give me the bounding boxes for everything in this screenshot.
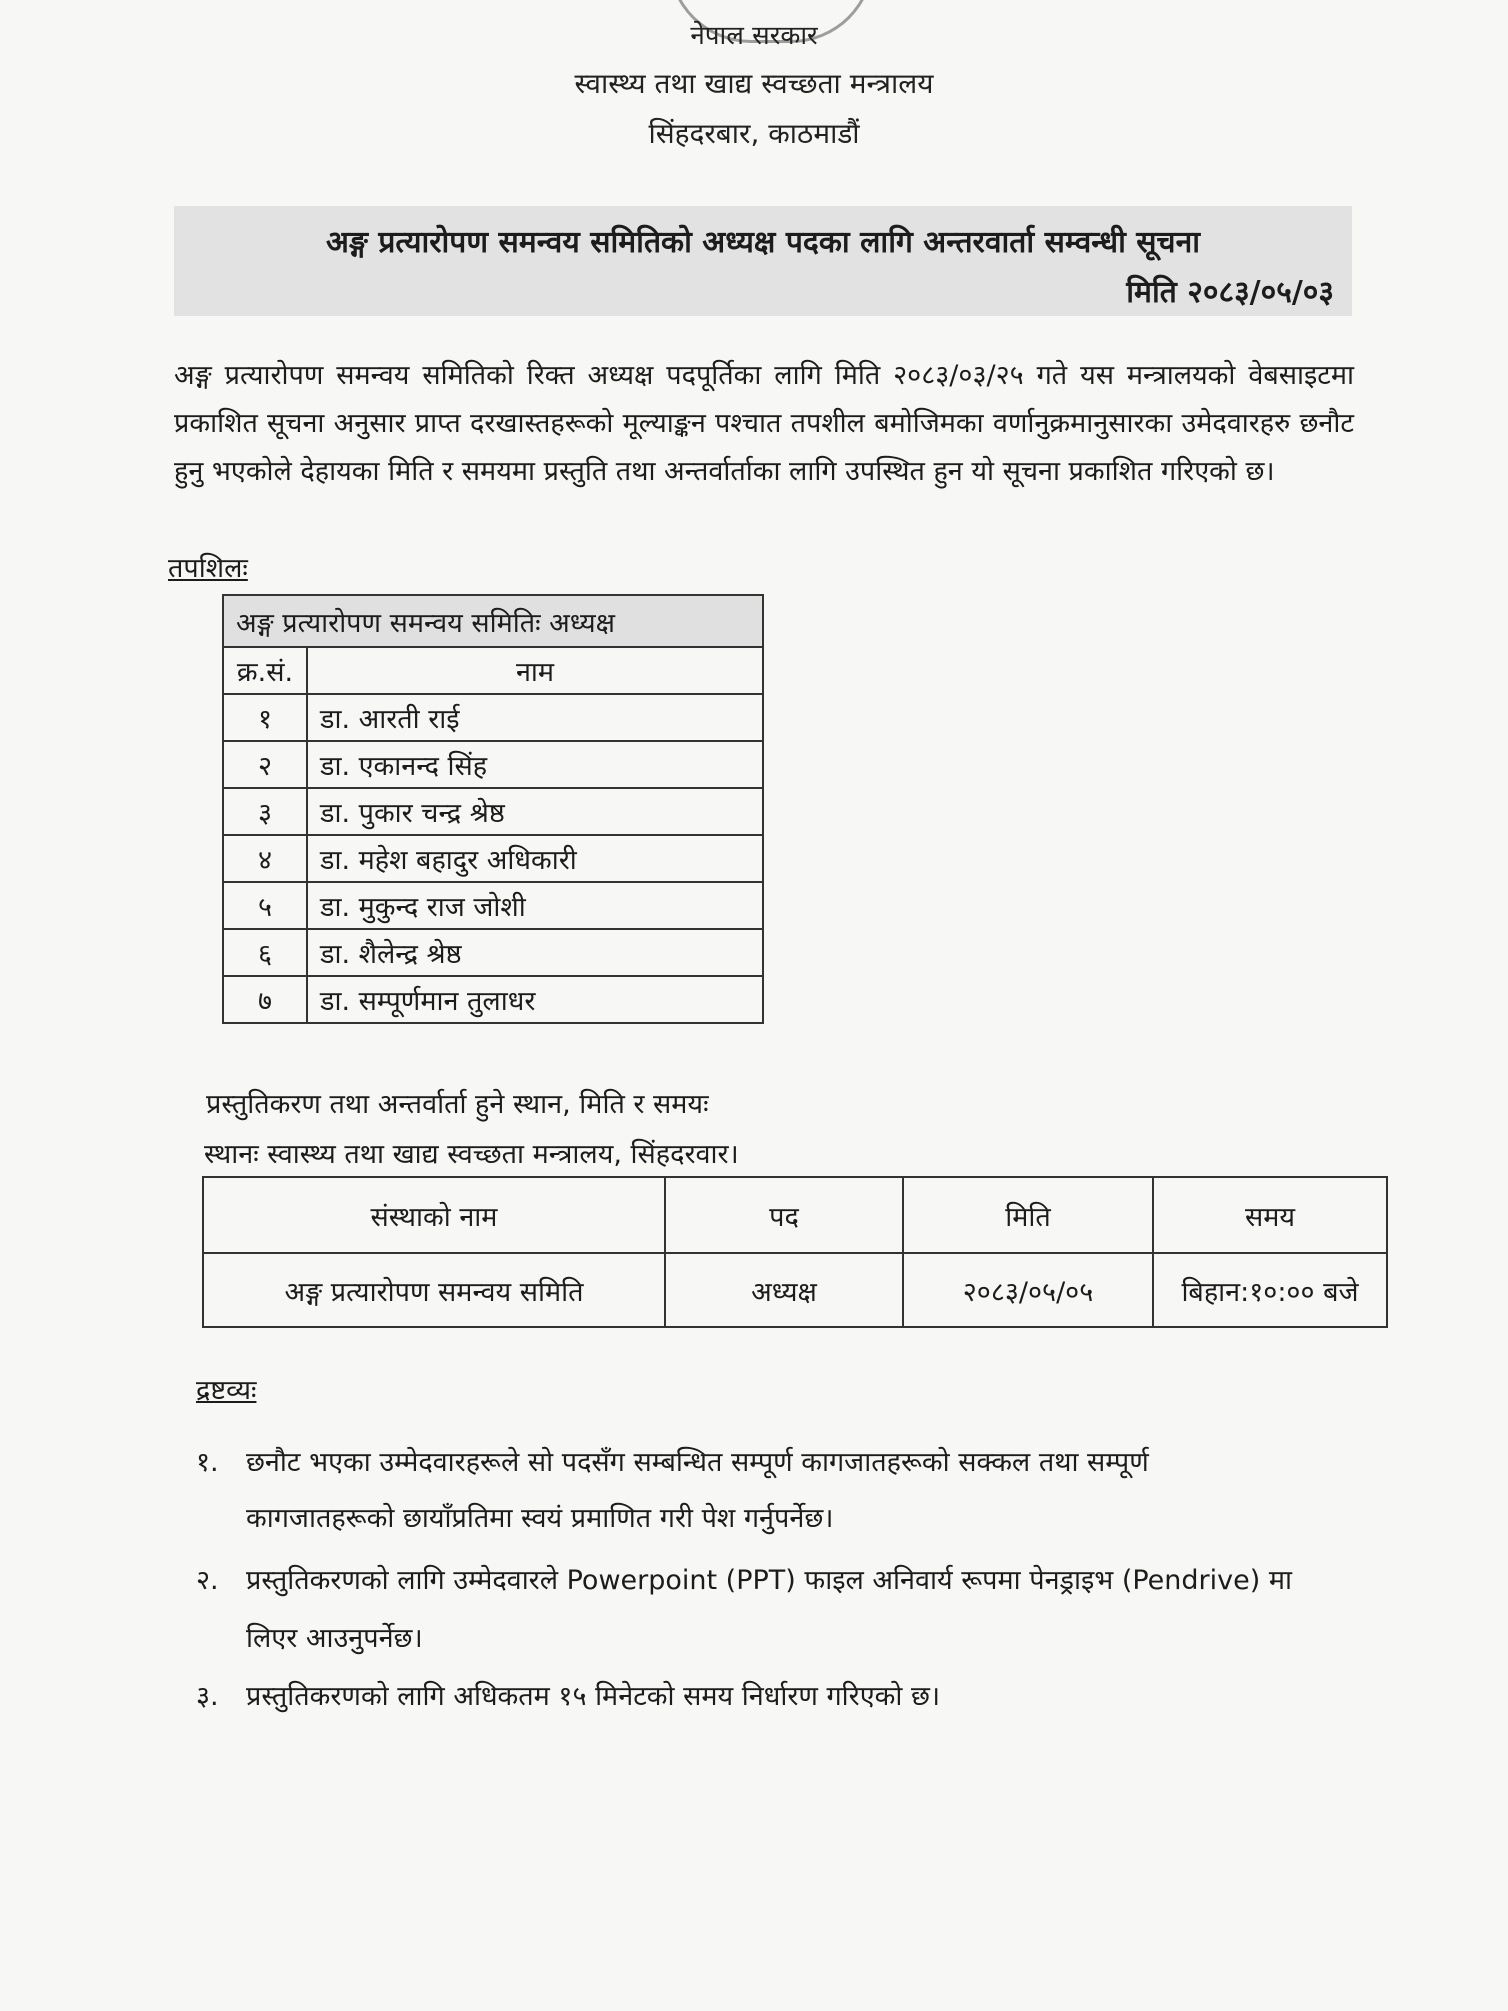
table-row [223, 835, 763, 882]
table-row [223, 976, 763, 1023]
venue-location: स्थानः स्वास्थ्य तथा खाद्य स्वच्छता मन्त्रालय, सिंहदरवार। [204, 1139, 739, 1170]
candidates-table [222, 594, 764, 1024]
column-header-name: नाम [307, 647, 763, 694]
time-cell: बिहान:१०:०० बजे [1153, 1253, 1387, 1327]
serial-cell: १ [223, 694, 307, 741]
note-number: २. [196, 1565, 219, 1596]
serial-cell: ४ [223, 835, 307, 882]
name-cell: डा. सम्पूर्णमान तुलाधर [307, 976, 763, 1023]
column-header-post: पद [665, 1177, 903, 1253]
post-cell: अध्यक्ष [665, 1253, 903, 1327]
letterhead-place: सिंहदरबार, काठमाडौं [648, 117, 860, 150]
serial-cell: ३ [223, 788, 307, 835]
note-item-1 [196, 1442, 1149, 1479]
table-row [223, 788, 763, 835]
column-header-date: मिति [903, 1177, 1153, 1253]
table-row [203, 1253, 1387, 1327]
note-item-2 [196, 1560, 1292, 1597]
column-header-time: समय [1153, 1177, 1387, 1253]
serial-cell: ६ [223, 929, 307, 976]
table-row [223, 741, 763, 788]
note-text: छनौट भएका उम्मेदवारहरूले सो पदसँग सम्बन्धित सम्पूर्ण कागजातहरूको सक्कल तथा सम्पूर्ण [246, 1447, 1149, 1478]
schedule-table [202, 1176, 1388, 1328]
letterhead-ministry: स्वास्थ्य तथा खाद्य स्वच्छता मन्त्रालय [574, 67, 934, 100]
column-header-serial: क्र.सं. [223, 647, 307, 694]
name-cell: डा. मुकुन्द राज जोशी [307, 882, 763, 929]
notice-body: अङ्ग प्रत्यारोपण समन्वय समितिको रिक्त अध्यक्ष पदपूर्तिका लागि मिति २०८३/०३/२५ गते यस मन्त्रालयको वेबसाइटमा प्रकाशित सूचना अनुसार प्राप्त दरखास्तहरूको मूल्याङ्कन पश्चात तपशील बमोजिमका वर्णानुक्रमानुसारका उमेदवारहरु छनौट हुनु भएकोले देहायका मिति र समयमा प्रस्तुति तथा अन्तर्वार्ताका लागि उपस्थित हुन यो सूचना प्रकाशित गरिएको छ। [174, 360, 1354, 487]
note-item-1-continued: कागजातहरूको छायाँप्रतिमा स्वयं प्रमाणित गरी पेश गर्नुपर्नेछ। [246, 1503, 834, 1534]
serial-cell: ५ [223, 882, 307, 929]
note-number: ३. [196, 1681, 219, 1712]
table-row [223, 694, 763, 741]
details-heading: तपशिलः [168, 553, 248, 584]
candidates-table-caption: अङ्ग प्रत्यारोपण समन्वय समितिः अध्यक्ष [223, 595, 763, 647]
venue-heading: प्रस्तुतिकरण तथा अन्तर्वार्ता हुने स्थान, मिति र समयः [206, 1089, 709, 1120]
table-row [223, 929, 763, 976]
date-cell: २०८३/०५/०५ [903, 1253, 1153, 1327]
note-number: १. [196, 1447, 219, 1478]
name-cell: डा. पुकार चन्द्र श्रेष्ठ [307, 788, 763, 835]
name-cell: डा. शैलेन्द्र श्रेष्ठ [307, 929, 763, 976]
title-band [174, 206, 1352, 316]
organization-cell: अङ्ग प्रत्यारोपण समन्वय समिति [203, 1253, 665, 1327]
notes-heading: द्रष्टव्यः [196, 1375, 257, 1406]
table-row [223, 882, 763, 929]
letterhead-government: नेपाल सरकार [690, 21, 818, 51]
note-text: प्रस्तुतिकरणको लागि उम्मेदवारले Powerpoint (PPT) फाइल अनिवार्य रूपमा पेनड्राइभ (Pendrive) मा [246, 1565, 1292, 1596]
serial-cell: ७ [223, 976, 307, 1023]
serial-cell: २ [223, 741, 307, 788]
name-cell: डा. एकानन्द सिंह [307, 741, 763, 788]
column-header-organization: संस्थाको नाम [203, 1177, 665, 1253]
note-item-2-continued: लिएर आउनुपर्नेछ। [246, 1623, 423, 1654]
note-text: प्रस्तुतिकरणको लागि अधिकतम १५ मिनेटको समय निर्धारण गरिएको छ। [246, 1681, 941, 1712]
notice-date: मिति २०८३/०५/०३ [1126, 275, 1334, 310]
notice-title: अङ्ग प्रत्यारोपण समन्वय समितिको अध्यक्ष पदका लागि अन्तरवार्ता सम्वन्धी सूचना [325, 225, 1201, 260]
name-cell: डा. आरती राई [307, 694, 763, 741]
note-item-3 [196, 1676, 940, 1713]
name-cell: डा. महेश बहादुर अधिकारी [307, 835, 763, 882]
